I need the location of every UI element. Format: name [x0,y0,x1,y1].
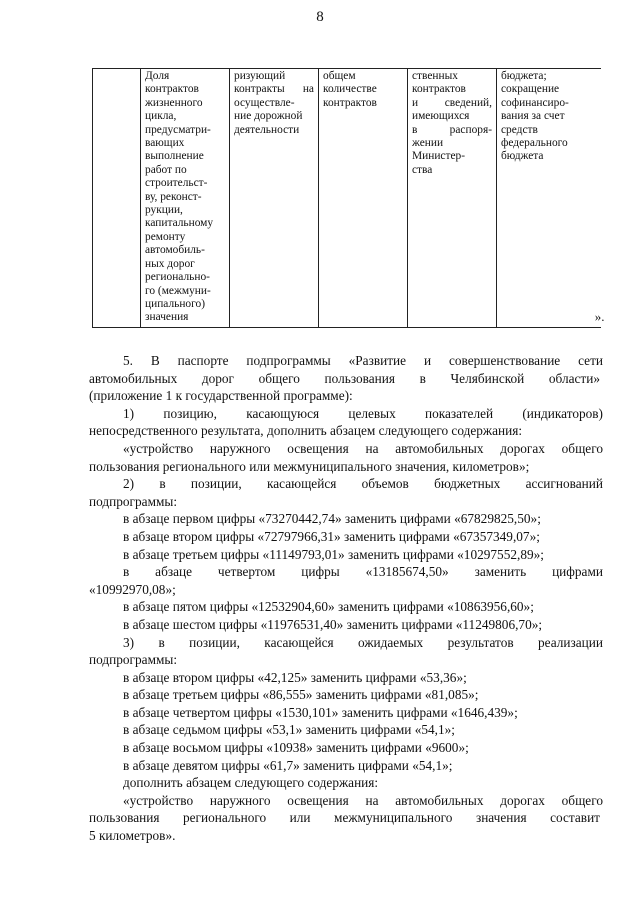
cell-line: контрактов [145,83,199,96]
cell-line: имеющихся [412,110,470,123]
amendment-line: дополнить абзацем следующего содержания: [123,775,379,791]
table-cell-total [319,69,408,328]
amendment-line: в абзаце втором цифры «42,125» заменить цифрами «53,36»; [123,669,467,685]
cell-line: Министер- [412,150,465,163]
paragraph-line: «10992970,08»; [89,581,176,597]
paragraph-line: 5 километров». [89,828,176,844]
cell-line: средств [501,123,538,136]
cell-line: общем [323,70,356,82]
cell-line: ства [412,163,433,176]
cell-line: Доля [145,70,170,82]
table-cell-empty [93,69,141,328]
cell-line: бюджета [501,150,544,163]
cell-line: контрактов [412,83,466,96]
cell-line: количестве [323,83,377,96]
quote-2: «устройство наружного освещения на автомобильных дорогах общего [123,792,603,808]
cell-line: осуществле- [234,96,295,109]
cell-line: значения [145,311,189,324]
cell-line: деятельности [234,123,300,136]
cell-line: вания за счет [501,110,565,123]
paragraph-line: (приложение 1 к государственной программе): [89,388,353,404]
cell-line: предусматри- [145,123,211,136]
cell-line: го (межмуни- [145,284,211,297]
subitem-3: 3) в позиции, касающейся ожидаемых результатов реализации [123,634,603,650]
cell-line: цикла, [145,110,177,123]
paragraph-line: пользования регионального или межмуниципального значения составит [89,810,600,826]
table-cell-budget [497,69,605,328]
table-cell-source [408,69,497,328]
cell-line: ственных [412,70,458,82]
cell-line: контракты на [234,83,314,96]
amendment-line: в абзаце шестом цифры «11976531,40» заменить цифрами «11249806,70»; [123,616,543,632]
cell-line: и сведений, [412,96,492,109]
table-cell-indicator [141,69,230,328]
paragraph-line: непосредственного результата, дополнить абзацем следующего содержания: [89,423,523,439]
amendment-line: в абзаце девятом цифры «61,7» заменить цифрами «54,1»; [123,757,453,773]
amendment-line: в абзаце пятом цифры «12532904,60» заменить цифрами «10863956,60»; [123,599,534,615]
cell-line: ремонту [145,230,186,243]
amendment-line: в абзаце восьмом цифры «10938» заменить цифрами «9600»; [123,740,469,756]
amendment-line: в абзаце втором цифры «72797966,31» заменить цифрами «67357349,07»; [123,528,540,544]
amendment-line: в абзаце третьем цифры «11149793,01» заменить цифрами «10297552,89»; [123,546,544,562]
amendment-line: в абзаце седьмом цифры «53,1» заменить цифрами «54,1»; [123,722,455,738]
cell-line: выполнение [145,150,204,163]
cell-line: в распоря- [412,123,492,136]
table-row [93,69,601,328]
cell-line: федерального [501,137,568,150]
paragraph-item-5: 5. В паспорте подпрограммы «Развитие и совершенствование сети [123,353,603,368]
cell-line: ву, реконст- [145,190,202,203]
cell-line: автомобиль- [145,244,205,257]
cell-line: сокращение [501,83,560,96]
paragraph-line: подпрограммы: [89,493,178,509]
amendment-line: в абзаце третьем цифры «86,555» заменить цифрами «81,085»; [123,687,479,703]
continuation-table [92,68,605,328]
cell-line: софинансиро- [501,96,569,109]
cell-line: вающих [145,137,185,150]
cell-line: жении [412,137,444,150]
cell-line: ние дорожной [234,110,303,123]
amendment-line: в абзаце четвертом цифры «1530,101» заменить цифрами «1646,439»; [123,704,518,720]
paragraph-line: автомобильных дорог общего пользования в Челябинской области» [89,370,600,386]
cell-line: регионально- [145,271,210,284]
subitem-2: 2) в позиции, касающейся объемов бюджетных ассигнований [123,476,603,492]
cell-line: ципального) [145,297,205,310]
closing-quote: ». [594,309,605,325]
page-number: 8 [316,9,324,25]
cell-line: жизненного [145,96,203,109]
cell-line: строительст- [145,177,208,190]
cell-line: контрактов [323,96,377,109]
cell-line: работ по [145,163,187,176]
cell-line: бюджета; [501,70,547,82]
quote-1: «устройство наружного освещения на автомобильных дорогах общего [123,440,603,456]
cell-line: ризующий [234,70,286,82]
subitem-1: 1) позицию, касающуюся целевых показателей (индикаторов) [123,405,603,421]
cell-line: капитальному [145,217,214,230]
amendment-line: в абзаце четвертом цифры «13185674,50» заменить цифрами [123,564,603,580]
cell-line: рукции, [145,204,183,217]
amendment-line: в абзаце первом цифры «73270442,74» заменить цифрами «67829825,50»; [123,511,541,527]
document-body [0,352,640,845]
paragraph-line: пользования регионального или межмуниципального значения, километров»; [89,458,530,474]
paragraph-line: подпрограммы: [89,652,178,668]
cell-line: ных дорог [145,257,195,270]
table-cell-characterizing [230,69,319,328]
